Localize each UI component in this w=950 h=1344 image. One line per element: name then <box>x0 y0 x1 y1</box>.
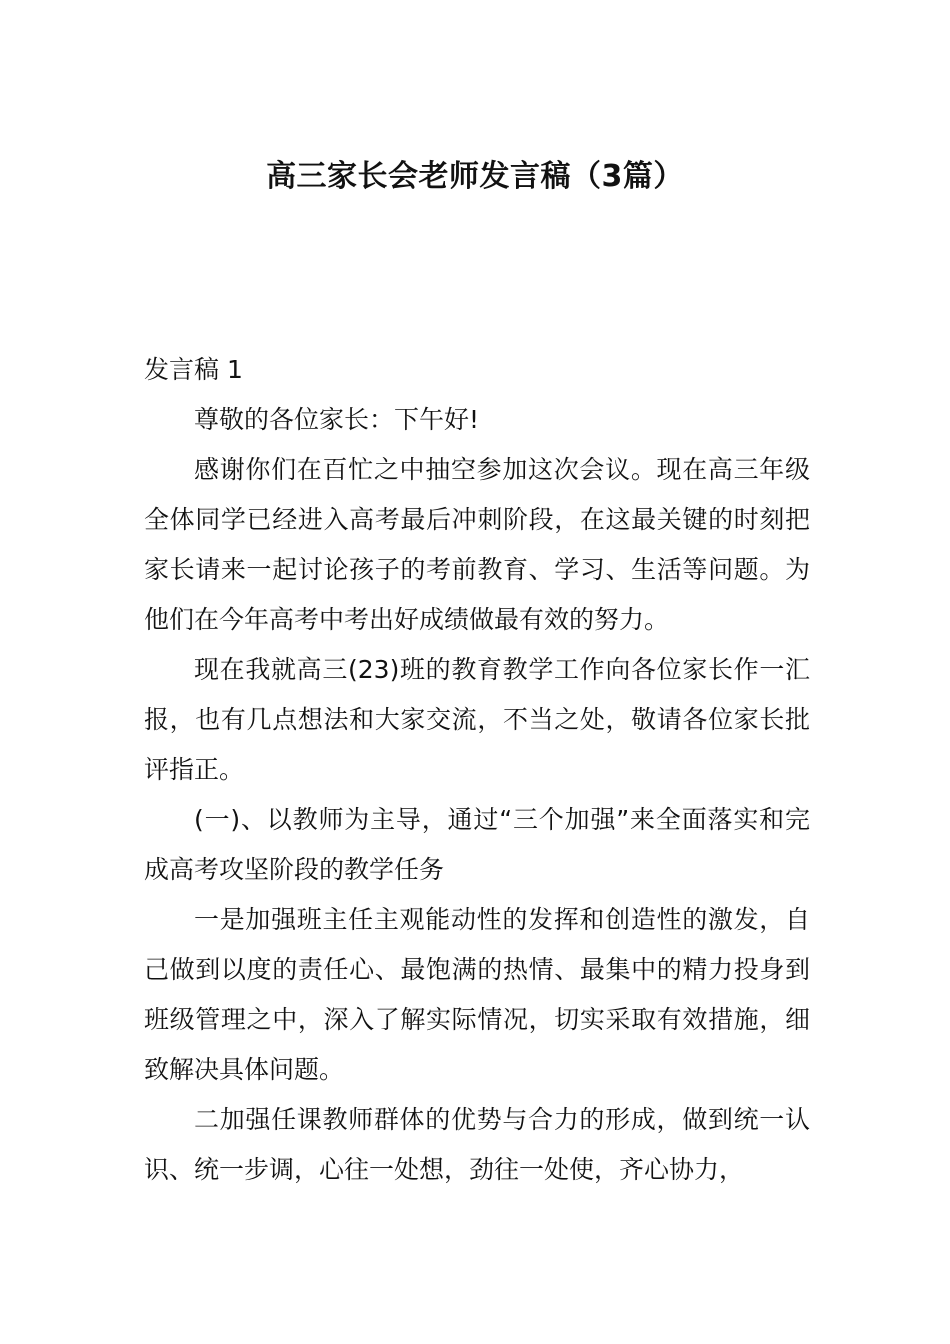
section-heading: 发言稿 1 <box>144 355 243 384</box>
paragraph-point-two: 二加强任课教师群体的优势与合力的形成，做到统一认识、统一步调，心往一处想，劲往一处使，齐心协力， <box>144 1105 810 1184</box>
paragraph-report: 现在我就高三(23)班的教育教学工作向各位家长作一汇报，也有几点想法和大家交流，不当之处，敬请各位家长批评指正。 <box>144 655 810 784</box>
paragraph-thanks: 感谢你们在百忙之中抽空参加这次会议。现在高三年级全体同学已经进入高考最后冲刺阶段，在这最关键的时刻把家长请来一起讨论孩子的考前教育、学习、生活等问题。为他们在今年高考中考出好成绩做最有效的努力。 <box>144 455 810 634</box>
paragraph-point-one: 一是加强班主任主观能动性的发挥和创造性的激发，自己做到以度的责任心、最饱满的热情、最集中的精力投身到班级管理之中，深入了解实际情况，切实采取有效措施，细致解决具体问题。 <box>144 905 810 1084</box>
paragraph-subheading-one: (一)、以教师为主导，通过“三个加强”来全面落实和完成高考攻坚阶段的教学任务 <box>144 805 810 884</box>
paragraph-greeting: 尊敬的各位家长：下午好! <box>194 405 480 434</box>
document-body <box>144 345 810 1195</box>
document-title: 高三家长会老师发言稿（3篇） <box>266 159 684 194</box>
